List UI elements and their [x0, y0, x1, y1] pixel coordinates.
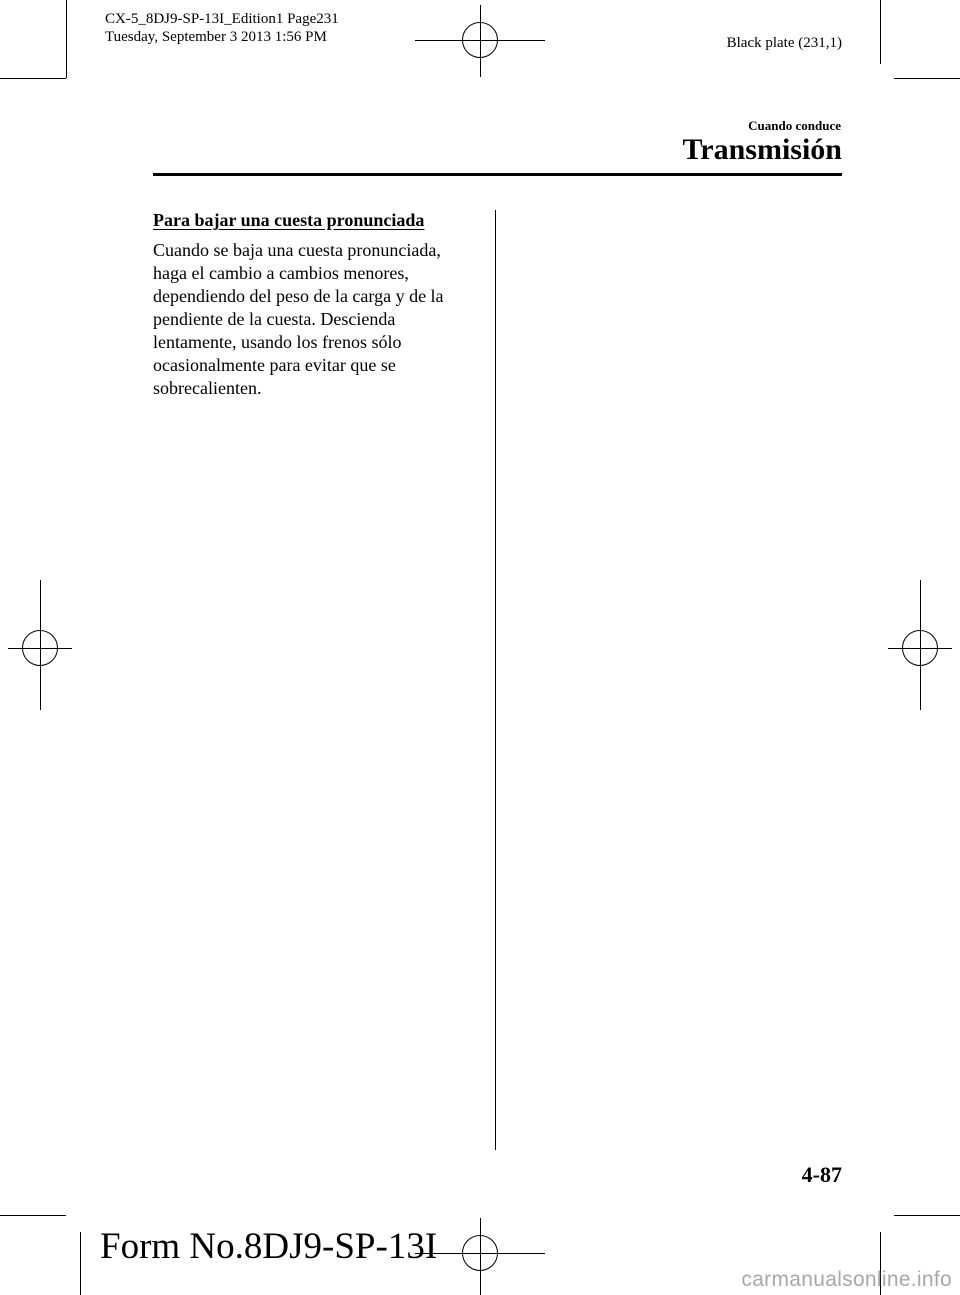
section-label: Cuando conduce [748, 118, 841, 133]
registration-bottom-circle [462, 1235, 498, 1271]
watermark: carmanualsonline.info [741, 1268, 952, 1291]
crop-mark-top-right-h [894, 78, 960, 79]
print-slug [105, 10, 339, 46]
crop-mark-bottom-right-h [894, 1215, 960, 1216]
body-paragraph: Cuando se baja una cuesta pronunciada, haga el cambio a cambios menores, dependiendo del peso de la carga y de la pendiente de la cuesta. Descienda lentamente, usando los frenos sólo ocasionalmente para evitar que se sobrecalienten. [153, 240, 444, 398]
section-title: Transmisión [682, 133, 842, 166]
subheading: Para bajar una cuesta pronunciada [153, 210, 425, 230]
crop-mark-bottom-left-v [80, 1232, 81, 1295]
plate-label: Black plate (231,1) [726, 35, 842, 51]
left-column [153, 210, 483, 400]
crop-mark-top-left-v [66, 0, 67, 78]
form-number: Form No.8DJ9-SP-13I [100, 1226, 438, 1267]
registration-right-circle [902, 630, 938, 666]
crop-mark-top-right-v [880, 0, 881, 64]
slug-line-2: Tuesday, September 3 2013 1:56 PM [105, 29, 327, 45]
column-divider [495, 210, 496, 1150]
header-rule [153, 173, 842, 176]
crop-mark-top-left-h [0, 78, 66, 79]
registration-left-circle [22, 630, 58, 666]
crop-mark-bottom-left-h [0, 1215, 66, 1216]
slug-line-1: CX-5_8DJ9-SP-13I_Edition1 Page231 [105, 11, 339, 27]
registration-top-circle [462, 22, 498, 58]
page-number: 4-87 [801, 1162, 842, 1187]
